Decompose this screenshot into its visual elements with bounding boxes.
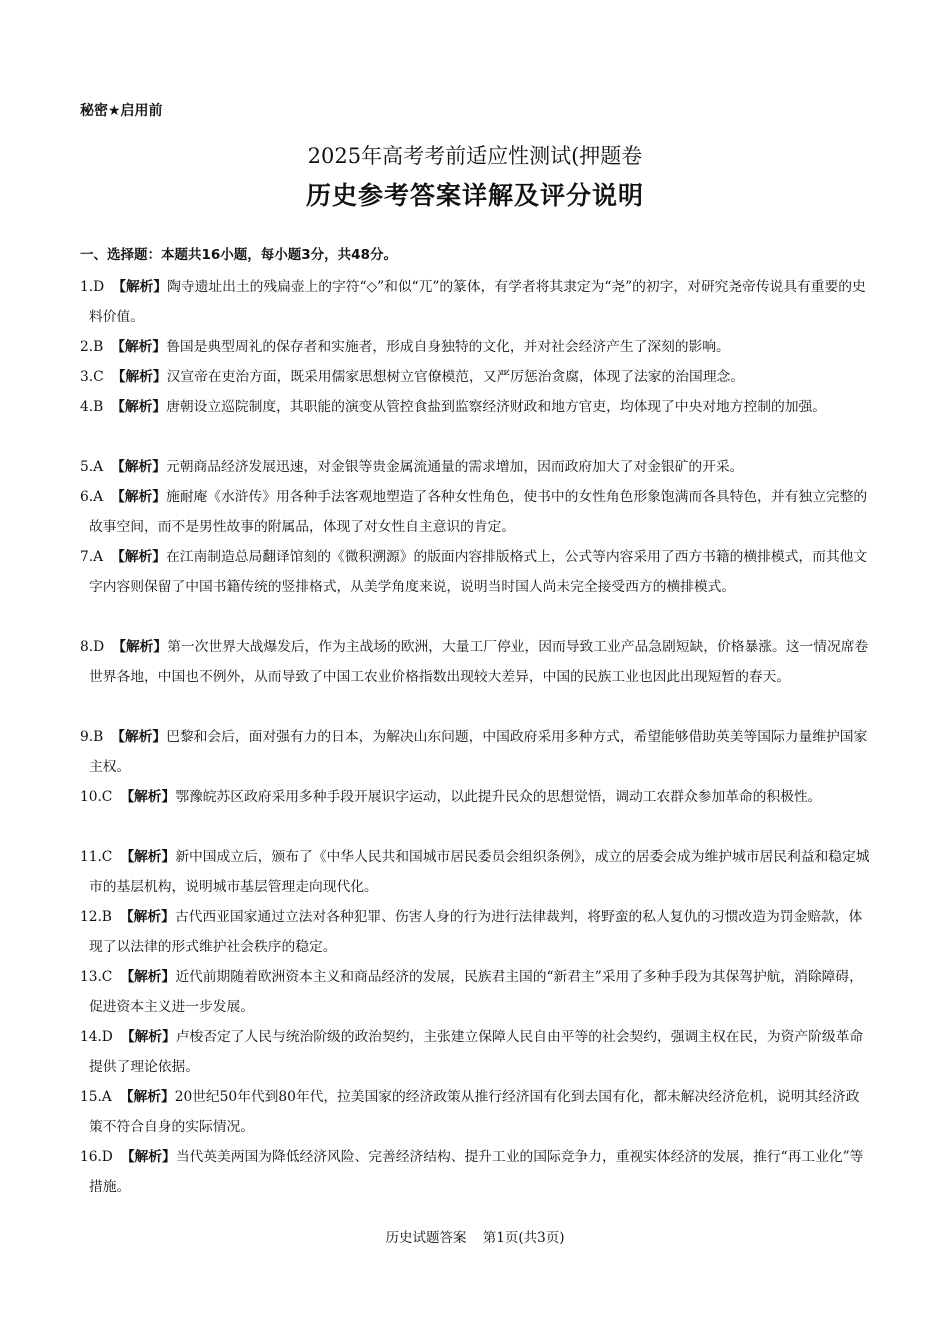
question-answer: B	[101, 909, 112, 925]
question-number: 13.	[80, 969, 102, 985]
question-number: 3.	[80, 369, 94, 385]
question-answer: B	[93, 729, 104, 745]
question-explanation: 第一次世界大战爆发后，作为主战场的欧洲，大量工厂停业，因而导致工业产品急剧短缺，价格暴涨。这一情况席卷世界各地，中国也不例外，从而导致了中国工农业价格指数出现较大差异，中国的民族工业也因此出现短暂的春天。	[89, 639, 869, 685]
question-explanation: 巴黎和会后，面对强有力的日本，为解决山东问题，中国政府采用多种方式，希望能够借助英美等国际力量维护国家主权。	[89, 729, 868, 775]
question-number: 5.	[80, 459, 94, 475]
analysis-tag: 【解析】	[111, 549, 166, 565]
question-item	[80, 902, 872, 962]
question-explanation: 古代西亚国家通过立法对各种犯罪、伤害人身的行为进行法律裁判，将野蛮的私人复仇的习惯改造为罚金赔款，体现了以法律的形式维护社会秩序的稳定。	[89, 909, 863, 955]
question-item	[80, 362, 872, 392]
question-answer: C	[101, 789, 113, 805]
analysis-tag: 【解析】	[120, 849, 176, 865]
analysis-tag: 【解析】	[111, 489, 166, 505]
question-answer: D	[101, 1149, 113, 1165]
question-answer: D	[101, 1029, 113, 1045]
question-explanation: 鄂豫皖苏区政府采用多种手段开展识字运动，以此提升民众的思想觉悟，调动工农群众参加革命的积极性。	[175, 789, 822, 805]
question-explanation: 在江南制造总局翻译馆刻的《微积溯源》的版面内容排版格式上，公式等内容采用了西方书籍的横排模式，而其他文字内容则保留了中国书籍传统的竖排格式，从美学角度来说，说明当时国人尚未完全接受西方的横排模式。	[89, 549, 868, 595]
question-number: 16.	[80, 1149, 102, 1165]
question-item	[80, 1082, 872, 1142]
question-answer: C	[101, 969, 113, 985]
question-item	[80, 1142, 872, 1202]
secret-label: 秘密★启用前	[80, 103, 163, 119]
question-item	[80, 332, 872, 362]
analysis-tag: 【解析】	[111, 459, 166, 475]
question-explanation: 元朝商品经济发展迅速，对金银等贵金属流通量的需求增加，因而政府加大了对金银矿的开采。	[166, 459, 744, 475]
question-answer: D	[93, 639, 105, 655]
question-item	[80, 782, 872, 842]
question-item	[80, 632, 872, 722]
analysis-tag: 【解析】	[120, 789, 176, 805]
footer-page-number: 第1页(共3页)	[482, 1230, 565, 1246]
analysis-tag: 【解析】	[112, 279, 168, 295]
analysis-tag: 【解析】	[120, 969, 176, 985]
question-item	[80, 962, 872, 1022]
question-item	[80, 392, 872, 452]
analysis-tag: 【解析】	[112, 639, 168, 655]
question-answer: A	[101, 1089, 112, 1105]
question-explanation: 汉宣帝在吏治方面，既采用儒家思想树立官僚模范，又严厉惩治贪腐，体现了法家的治国理念。	[166, 369, 744, 385]
question-item	[80, 722, 872, 782]
question-number: 10.	[80, 789, 102, 805]
question-number: 1.	[80, 279, 94, 295]
question-answer: C	[101, 849, 113, 865]
section-heading: 一、选择题：本题共16小题，每小题3分，共48分。	[80, 247, 397, 263]
question-number: 4.	[80, 399, 94, 415]
question-explanation: 鲁国是典型周礼的保存者和实施者，形成自身独特的文化，并对社会经济产生了深刻的影响。	[166, 339, 730, 355]
question-explanation: 新中国成立后，颁布了《中华人民共和国城市居民委员会组织条例》，成立的居委会成为维护城市居民利益和稳定城市的基层机构，说明城市基层管理走向现代化。	[89, 849, 870, 895]
question-item	[80, 1022, 872, 1082]
question-answer: C	[93, 369, 104, 385]
question-explanation: 陶寺遗址出土的残扁壶上的字符“◇”和似“兀”的篆体，有学者将其隶定为“尧”的初字，对研究尧帝传说具有重要的史料价值。	[89, 279, 866, 325]
question-item	[80, 452, 872, 482]
question-number: 2.	[80, 339, 94, 355]
question-answer: A	[93, 459, 103, 475]
question-number: 8.	[80, 639, 94, 655]
question-explanation: 卢梭否定了人民与统治阶级的政治契约，主张建立保障人民自由平等的社会契约，强调主权在民，为资产阶级革命提供了理论依据。	[89, 1029, 864, 1075]
question-explanation: 20世纪50年代到80年代，拉美国家的经济政策从推行经济国有化到去国有化，都未解决经济危机，说明其经济政策不符合自身的实际情况。	[89, 1089, 860, 1135]
question-item	[80, 272, 872, 332]
question-explanation: 施耐庵《水浒传》用各种手法客观地塑造了各种女性角色，使书中的女性角色形象饱满而各具特色，并有独立完整的故事空间，而不是男性故事的附属品，体现了对女性自主意识的肯定。	[89, 489, 868, 535]
analysis-tag: 【解析】	[111, 339, 167, 355]
question-number: 7.	[80, 549, 94, 565]
question-item	[80, 542, 872, 632]
question-item	[80, 842, 872, 902]
analysis-tag: 【解析】	[120, 1029, 176, 1045]
question-explanation: 唐朝设立巡院制度，其职能的演变从管控食盐到监察经济财政和地方官吏，均体现了中央对地方控制的加强。	[166, 399, 827, 415]
analysis-tag: 【解析】	[119, 1089, 175, 1105]
page-footer	[0, 1226, 950, 1246]
exam-title: 2025年高考考前适应性测试(押题卷	[307, 144, 643, 168]
analysis-tag: 【解析】	[119, 909, 175, 925]
analysis-tag: 【解析】	[120, 1149, 176, 1165]
question-number: 11.	[80, 849, 102, 865]
question-answer: A	[93, 549, 103, 565]
question-item	[80, 482, 872, 542]
footer-subject: 历史试题答案	[385, 1230, 467, 1246]
question-list	[80, 272, 872, 1202]
analysis-tag: 【解析】	[111, 729, 167, 745]
analysis-tag: 【解析】	[111, 369, 167, 385]
question-answer: B	[93, 339, 104, 355]
question-answer: B	[93, 399, 104, 415]
question-number: 14.	[80, 1029, 102, 1045]
question-number: 15.	[80, 1089, 102, 1105]
question-answer: A	[93, 489, 103, 505]
question-explanation: 当代英美两国为降低经济风险、完善经济结构、提升工业的国际竞争力，重视实体经济的发展，推行“再工业化”等措施。	[89, 1149, 864, 1195]
document-title: 历史参考答案详解及评分说明	[305, 181, 644, 210]
analysis-tag: 【解析】	[111, 399, 167, 415]
question-answer: D	[93, 279, 105, 295]
question-explanation: 近代前期随着欧洲资本主义和商品经济的发展，民族君主国的“新君主”采用了多种手段为其保驾护航，消除障碍，促进资本主义进一步发展。	[89, 969, 863, 1015]
question-number: 9.	[80, 729, 94, 745]
question-number: 6.	[80, 489, 94, 505]
question-number: 12.	[80, 909, 102, 925]
